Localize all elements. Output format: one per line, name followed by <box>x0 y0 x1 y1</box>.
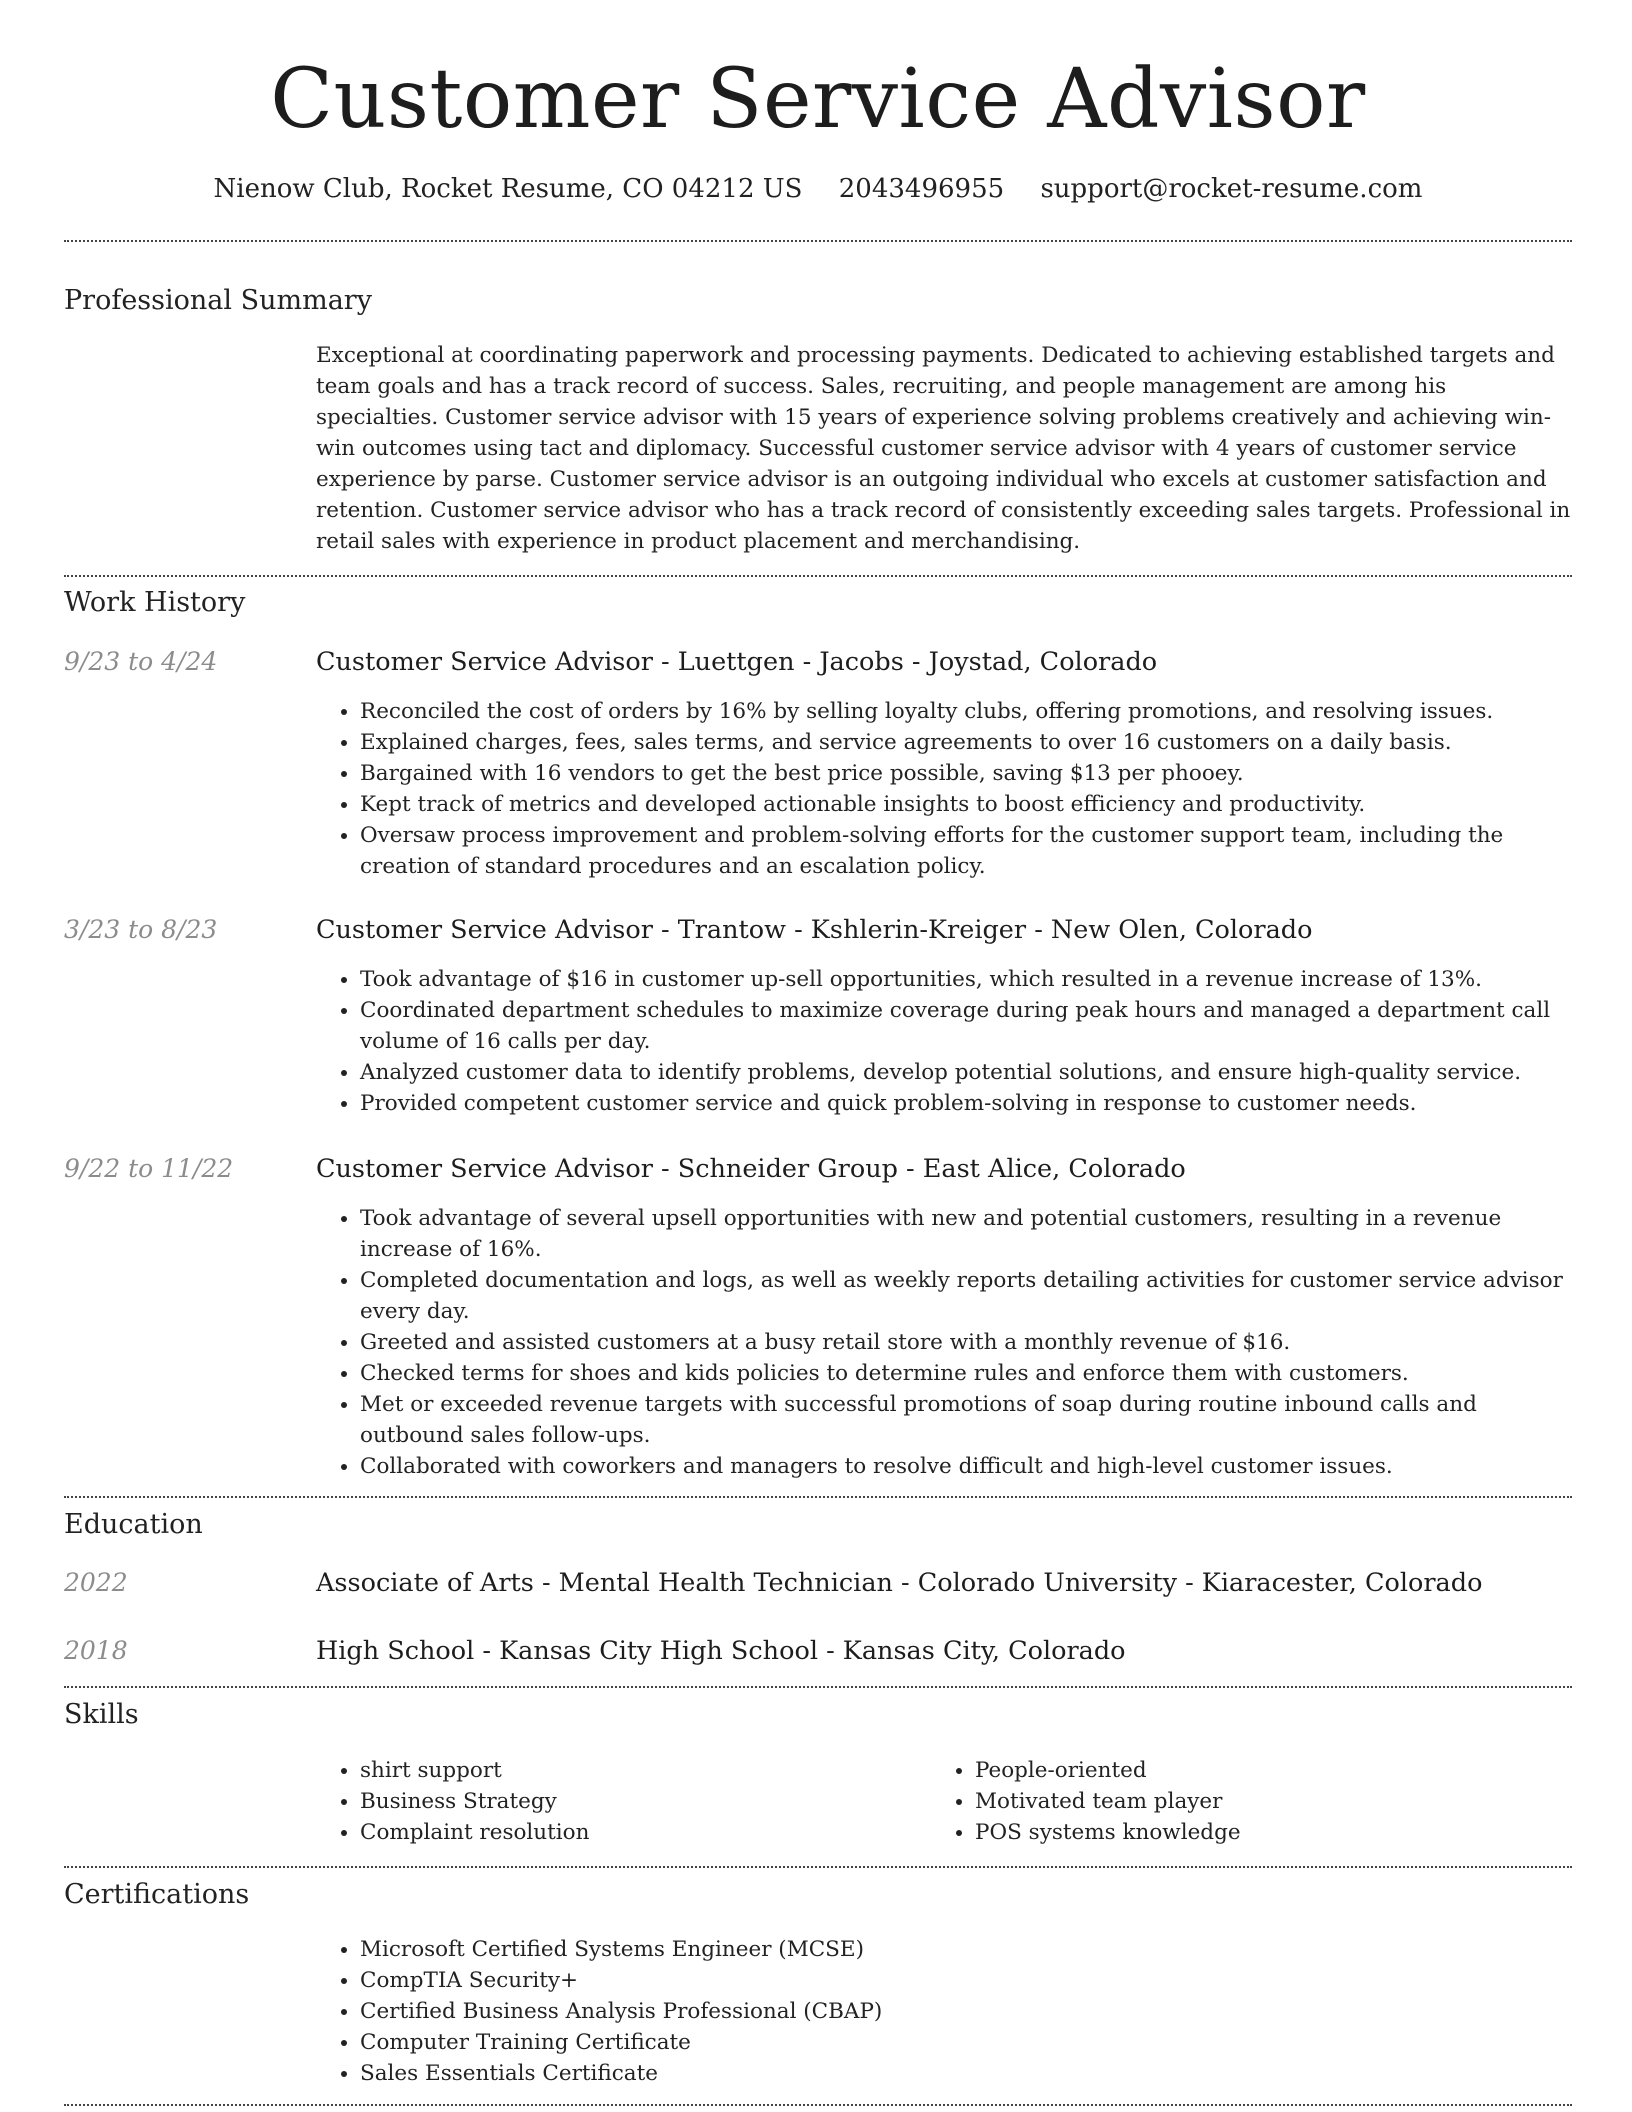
job-dates: 9/23 to 4/24 <box>64 647 218 676</box>
certification-item: • Computer Training Certificate <box>360 2027 1572 2058</box>
list-item: • Provided competent customer service and quick problem-solving in response to customer needs. <box>360 1088 1572 1119</box>
job-bullets <box>316 1203 1572 1482</box>
contact-email: support@rocket-resume.com <box>1040 174 1423 204</box>
education-detail: High School - Kansas City High School - Kansas City, Colorado <box>316 1636 1126 1666</box>
job-bullets <box>316 964 1572 1119</box>
list-item: • Took advantage of $16 in customer up-sell opportunities, which resulted in a revenue increase of 13%. <box>360 964 1572 995</box>
education-detail: Associate of Arts - Mental Health Technician - Colorado University - Kiaracester, Colorado <box>316 1568 1483 1598</box>
certification-item: • Certified Business Analysis Professional (CBAP) <box>360 1996 1572 2027</box>
job-bullets <box>316 696 1572 882</box>
skill-item: • Motivated team player <box>975 1786 1531 1817</box>
work-history-heading: Work History <box>64 587 246 618</box>
skill-item: • Complaint resolution <box>360 1817 916 1848</box>
skills-list-left <box>316 1755 916 1848</box>
list-item: • Collaborated with coworkers and managers to resolve difficult and high-level customer issues. <box>360 1451 1572 1482</box>
job-title: Customer Service Advisor - Trantow - Kshlerin-Kreiger - New Olen, Colorado <box>316 915 1313 945</box>
certifications-list <box>316 1934 1572 2089</box>
section-divider <box>64 240 1572 242</box>
skill-item: • POS systems knowledge <box>975 1817 1531 1848</box>
list-item: • Kept track of metrics and developed actionable insights to boost efficiency and productivity. <box>360 789 1572 820</box>
list-item: • Coordinated department schedules to maximize coverage during peak hours and managed a department call volume of 16 calls per day. <box>360 995 1572 1057</box>
education-year: 2018 <box>64 1636 128 1665</box>
summary-text: Exceptional at coordinating paperwork and processing payments. Dedicated to achieving established targets and team goals and has a track record of success. Sales, recruiting, and people management are among his specialties. Customer service advisor with 15 years of experience solving problems creatively and achieving win-win outcomes using tact and diplomacy. Successful customer service advisor with 4 years of customer service experience by parse. Customer service advisor is an outgoing individual who excels at customer satisfaction and retention. Customer service advisor who has a track record of consistently exceeding sales targets. Professional in retail sales with experience in product placement and merchandising. <box>316 343 1571 554</box>
certifications-heading: Certifications <box>64 1879 250 1910</box>
skill-item: • Business Strategy <box>360 1786 916 1817</box>
list-item: • Reconciled the cost of orders by 16% by selling loyalty clubs, offering promotions, and resolving issues. <box>360 696 1572 727</box>
job-title: Customer Service Advisor - Luettgen - Jacobs - Joystad, Colorado <box>316 647 1158 677</box>
list-item: • Analyzed customer data to identify problems, develop potential solutions, and ensure high-quality service. <box>360 1057 1572 1088</box>
list-item: • Completed documentation and logs, as well as weekly reports detailing activities for customer service advisor every day. <box>360 1265 1572 1327</box>
skill-item: • People-oriented <box>975 1755 1531 1786</box>
list-item: • Checked terms for shoes and kids policies to determine rules and enforce them with customers. <box>360 1358 1572 1389</box>
skill-item: • shirt support <box>360 1755 916 1786</box>
list-item: • Met or exceeded revenue targets with successful promotions of soap during routine inbound calls and outbound sales follow-ups. <box>360 1389 1572 1451</box>
section-divider <box>64 1496 1572 1498</box>
list-item: • Explained charges, fees, sales terms, and service agreements to over 16 customers on a daily basis. <box>360 727 1572 758</box>
list-item: • Oversaw process improvement and problem-solving efforts for the customer support team, including the creation of standard procedures and an escalation policy. <box>360 820 1572 882</box>
section-divider <box>64 575 1572 577</box>
certification-item: • Microsoft Certified Systems Engineer (MCSE) <box>360 1934 1572 1965</box>
section-divider <box>64 1686 1572 1688</box>
certification-item: • Sales Essentials Certificate <box>360 2058 1572 2089</box>
summary-heading: Professional Summary <box>64 285 372 316</box>
contact-address: Nienow Club, Rocket Resume, CO 04212 US <box>213 174 803 204</box>
list-item: • Bargained with 16 vendors to get the best price possible, saving $13 per phooey. <box>360 758 1572 789</box>
contact-phone: 2043496955 <box>838 174 1005 204</box>
education-year: 2022 <box>64 1568 128 1597</box>
job-dates: 9/22 to 11/22 <box>64 1154 234 1183</box>
education-heading: Education <box>64 1509 203 1540</box>
skills-heading: Skills <box>64 1699 139 1730</box>
job-title: Customer Service Advisor - Schneider Group - East Alice, Colorado <box>316 1154 1186 1184</box>
skills-list-right <box>931 1755 1531 1848</box>
resume-title: Customer Service Advisor <box>270 52 1366 147</box>
certification-item: • CompTIA Security+ <box>360 1965 1572 1996</box>
section-divider <box>64 2104 1572 2106</box>
section-divider <box>64 1866 1572 1868</box>
contact-line <box>64 172 1572 206</box>
list-item: • Greeted and assisted customers at a busy retail store with a monthly revenue of $16. <box>360 1327 1572 1358</box>
list-item: • Took advantage of several upsell opportunities with new and potential customers, resulting in a revenue increase of 16%. <box>360 1203 1572 1265</box>
job-dates: 3/23 to 8/23 <box>64 915 218 944</box>
